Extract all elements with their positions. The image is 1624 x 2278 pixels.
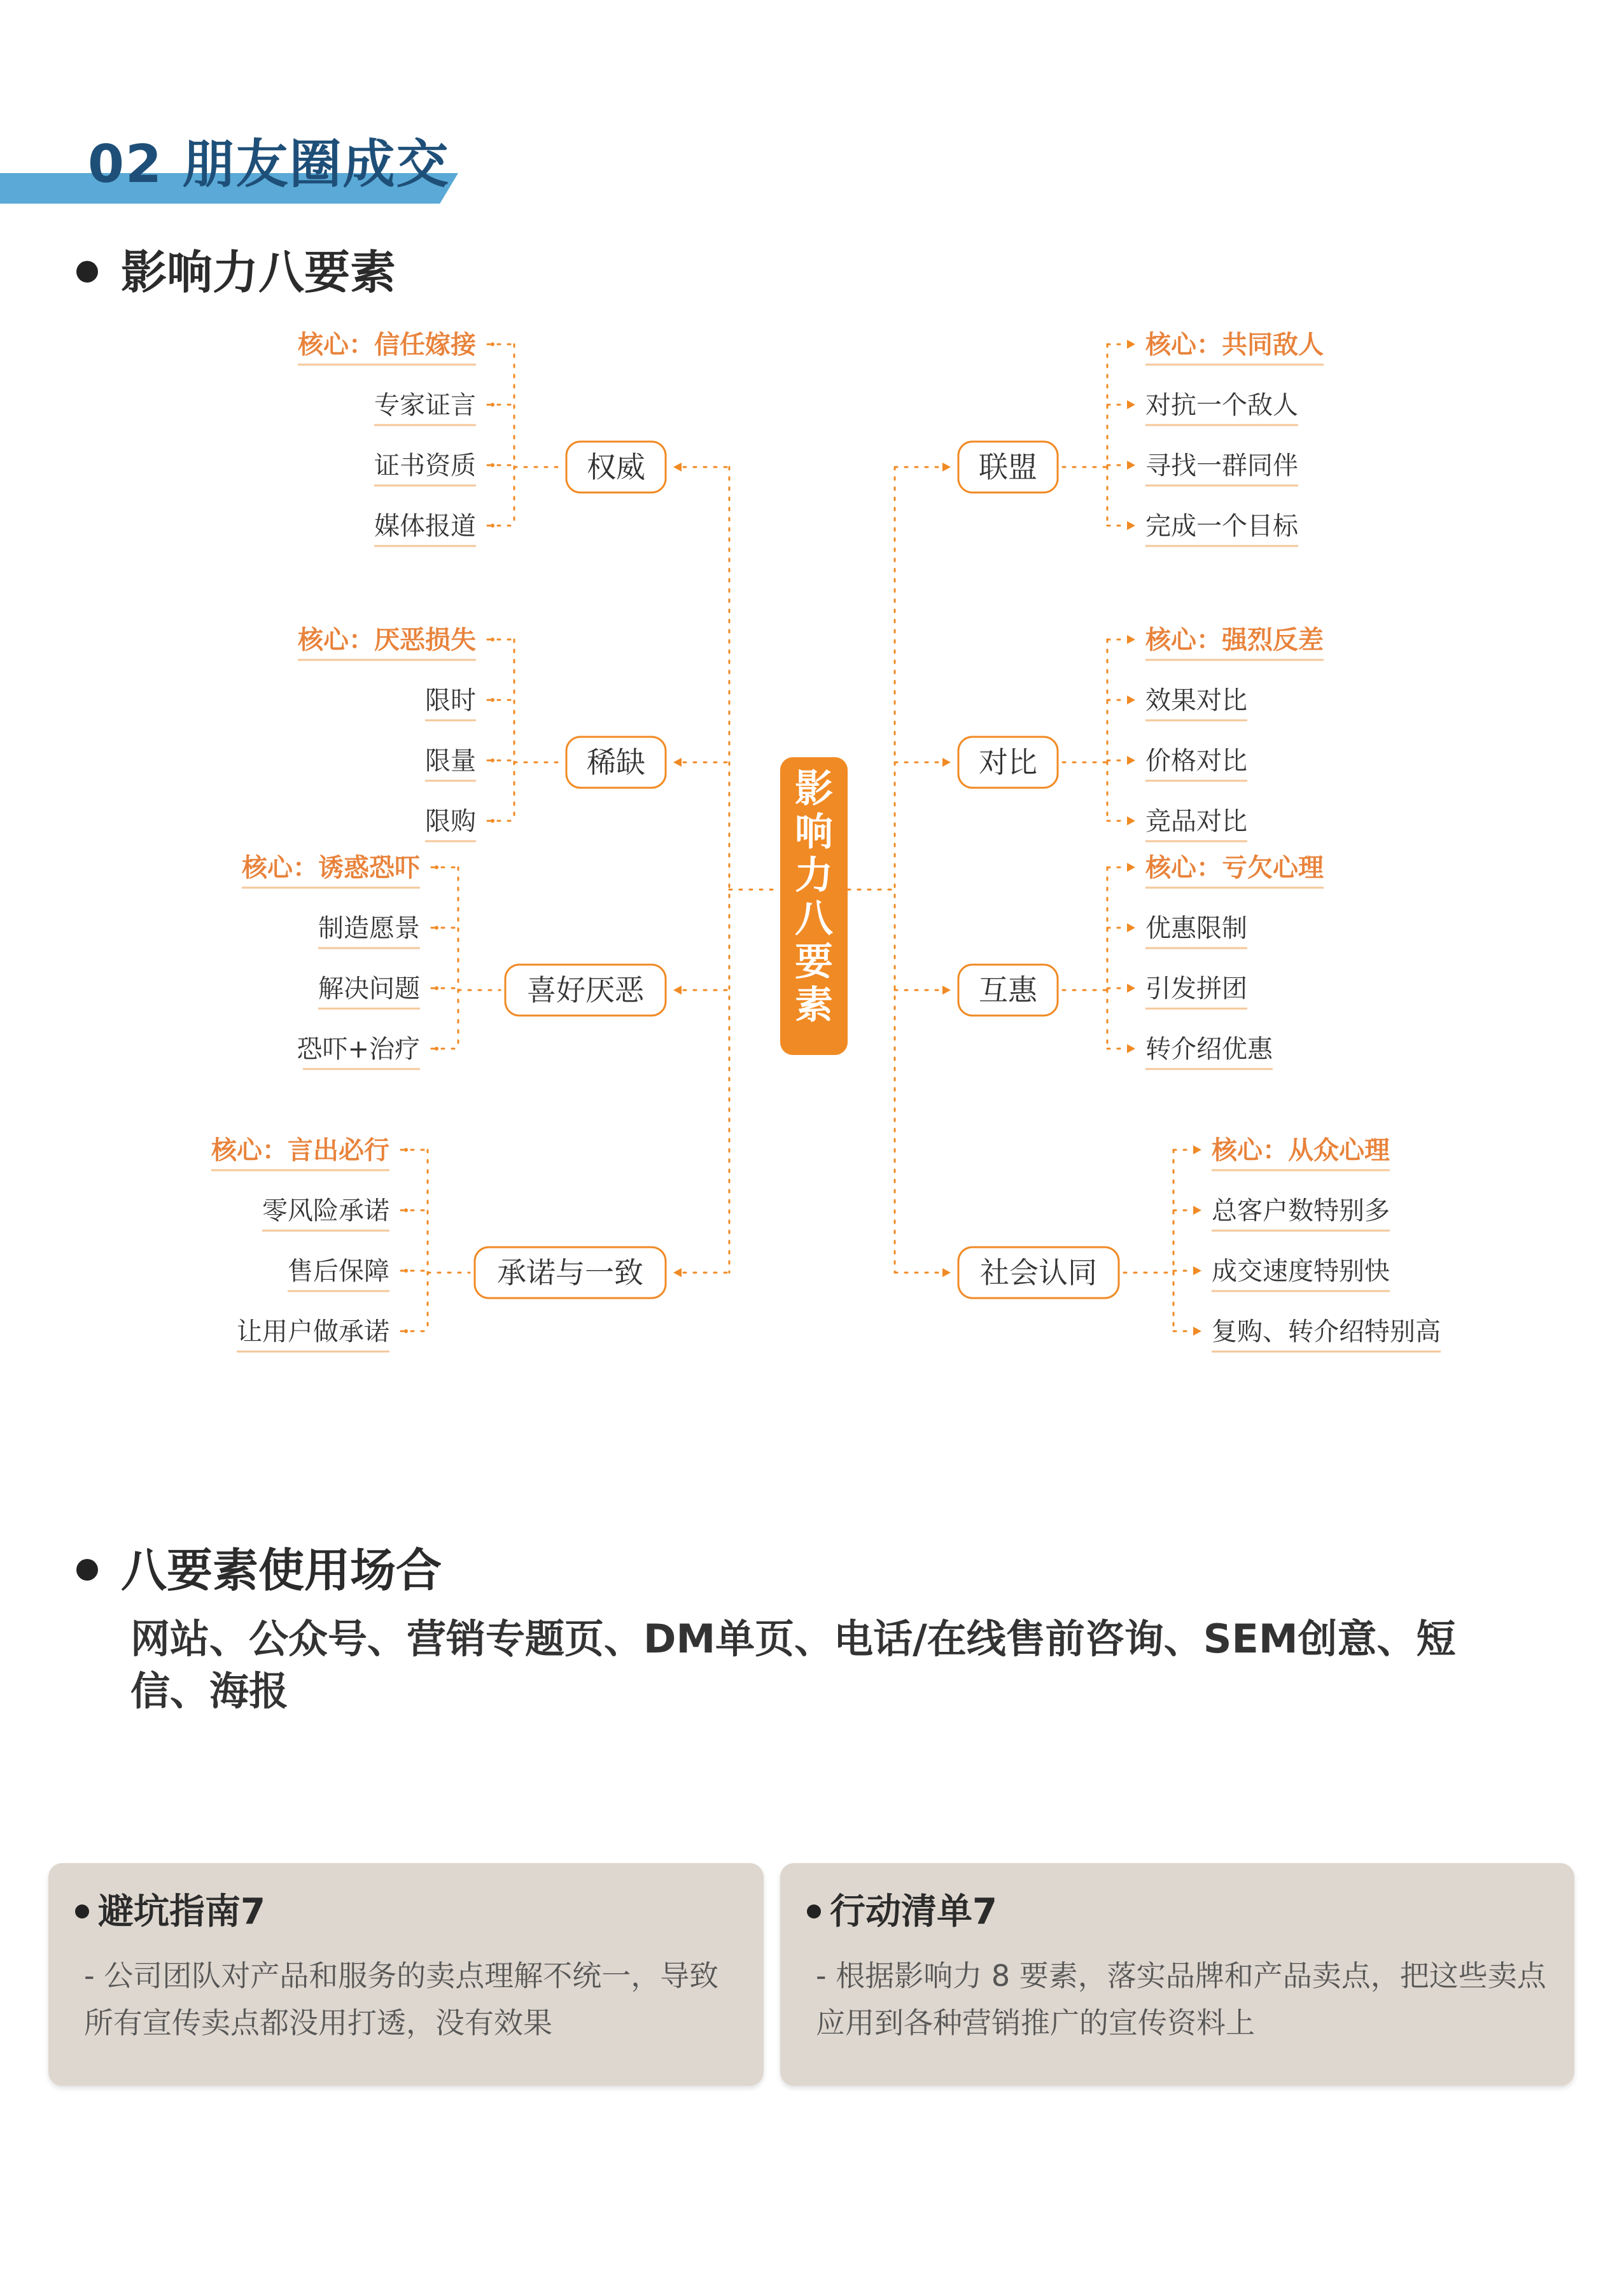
item-dot xyxy=(491,403,494,407)
item-text: 引发拼团 xyxy=(1145,974,1247,1003)
item-text: 成交速度特别快 xyxy=(1212,1257,1390,1286)
arrow-head xyxy=(1127,816,1135,825)
item-text: 媒体报道 xyxy=(374,512,476,541)
arrow-head xyxy=(1127,863,1135,872)
item-dot xyxy=(491,758,494,762)
item-text: 制造愿景 xyxy=(318,914,420,943)
card-pitfall-title-text: 避坑指南7 xyxy=(98,1891,265,1932)
arrow-head xyxy=(673,758,682,767)
arrow-head xyxy=(1193,1266,1201,1275)
card-pitfall-title xyxy=(75,1883,265,1934)
item-text: 寻找一群同伴 xyxy=(1145,451,1298,480)
item-dot xyxy=(435,865,438,869)
core-item-text: 核心：亏欠心理 xyxy=(1145,853,1324,883)
arrow-head xyxy=(1127,461,1135,470)
item-text: 让用户做承诺 xyxy=(237,1317,389,1346)
card-action-title-text: 行动清单7 xyxy=(830,1891,997,1932)
item-dot xyxy=(491,524,494,528)
center-node-char: 响 xyxy=(795,810,833,855)
item-dot xyxy=(491,463,494,467)
item-text: 对抗一个敌人 xyxy=(1145,391,1298,420)
arrow-head xyxy=(1127,984,1135,993)
item-text: 复购、转介绍特别高 xyxy=(1212,1317,1441,1346)
bullet-dot xyxy=(76,1559,98,1581)
group-node-right-2: 互惠 xyxy=(979,973,1037,1007)
item-text: 总客户数特别多 xyxy=(1212,1196,1390,1226)
card-pitfall-body: - 公司团队对产品和服务的卖点理解不统一，导致所有宣传卖点都没用打透，没有效果 xyxy=(84,1959,719,2040)
item-dot xyxy=(491,342,494,346)
group-node-right-3: 社会认同 xyxy=(980,1255,1097,1290)
center-node-char: 影 xyxy=(795,767,833,811)
center-node-char: 八 xyxy=(795,897,833,941)
core-item-text: 核心：厌恶损失 xyxy=(298,625,476,655)
item-dot xyxy=(491,638,494,641)
item-text: 价格对比 xyxy=(1145,746,1247,776)
arrow-head xyxy=(1193,1327,1201,1336)
item-text: 专家证言 xyxy=(374,391,476,420)
item-dot xyxy=(435,1047,438,1051)
arrow-head xyxy=(942,986,951,995)
item-text: 竞品对比 xyxy=(1145,807,1247,836)
section-title: 02 朋友圈成交 xyxy=(88,134,450,195)
item-dot xyxy=(435,926,438,930)
item-text: 限购 xyxy=(425,807,476,836)
card-action-body: - 根据影响力 8 要素，落实品牌和产品卖点，把这些卖点应用到各种营销推广的宣传资料上 xyxy=(816,1959,1546,2040)
center-node-char: 要 xyxy=(795,940,833,984)
arrow-head xyxy=(942,1268,951,1277)
card-action-list xyxy=(780,1863,1574,2086)
heading-usage-text: 八要素使用场合 xyxy=(121,1544,442,1597)
arrow-head xyxy=(1193,1206,1201,1215)
item-dot xyxy=(491,819,494,823)
arrow-head xyxy=(942,463,951,472)
item-text: 优惠限制 xyxy=(1145,914,1247,943)
core-item-text: 核心：共同敌人 xyxy=(1145,330,1324,360)
item-dot xyxy=(404,1269,408,1273)
core-item-text: 核心：信任嫁接 xyxy=(298,330,476,360)
group-node-left-2: 喜好厌恶 xyxy=(527,973,644,1007)
item-dot xyxy=(435,986,438,990)
arrow-head xyxy=(1127,400,1135,409)
item-dot xyxy=(404,1329,408,1333)
arrow-head xyxy=(942,758,951,767)
item-text: 转介绍优惠 xyxy=(1145,1035,1273,1064)
usage-paragraph: 网站、公众号、营销专题页、DM单页、电话/在线售前咨询、SEM创意、短信、海报 xyxy=(130,1616,1456,1714)
arrow-head xyxy=(673,1268,682,1277)
bullet-dot xyxy=(807,1904,821,1918)
arrow-head xyxy=(1127,923,1135,932)
arrow-head xyxy=(1127,340,1135,349)
card-action-title xyxy=(807,1883,997,1934)
core-item-text: 核心：强烈反差 xyxy=(1145,625,1324,655)
center-node-char: 素 xyxy=(795,983,833,1028)
arrow-head xyxy=(673,463,682,472)
group-node-left-3: 承诺与一致 xyxy=(497,1255,643,1290)
core-item-text: 核心：言出必行 xyxy=(211,1136,389,1165)
arrow-head xyxy=(1127,695,1135,704)
item-dot xyxy=(404,1208,408,1212)
arrow-head xyxy=(673,986,682,995)
item-dot xyxy=(404,1148,408,1152)
heading-usage xyxy=(76,1544,442,1597)
group-node-left-0: 权威 xyxy=(587,450,645,484)
arrow-head xyxy=(1127,521,1135,530)
item-text: 限时 xyxy=(425,686,476,715)
center-node-char: 力 xyxy=(795,853,833,898)
item-text: 恐吓+治疗 xyxy=(297,1035,420,1064)
heading-influence-factors-text: 影响力八要素 xyxy=(121,246,396,299)
item-text: 限量 xyxy=(425,746,476,776)
arrow-head xyxy=(1127,1044,1135,1053)
item-dot xyxy=(491,698,494,702)
arrow-head xyxy=(1127,756,1135,765)
item-text: 完成一个目标 xyxy=(1145,512,1298,541)
item-text: 售后保障 xyxy=(288,1257,389,1286)
arrow-head xyxy=(1127,635,1135,644)
item-text: 解决问题 xyxy=(318,974,420,1003)
core-item-text: 核心：诱惑恐吓 xyxy=(242,853,420,883)
group-node-right-1: 对比 xyxy=(979,745,1037,779)
arrow-head xyxy=(1193,1145,1201,1154)
bullet-dot xyxy=(75,1904,89,1918)
item-text: 效果对比 xyxy=(1145,686,1247,715)
group-node-right-0: 联盟 xyxy=(979,450,1037,484)
item-text: 证书资质 xyxy=(374,451,476,480)
card-pitfall-guide xyxy=(48,1863,764,2086)
group-node-left-1: 稀缺 xyxy=(587,745,645,779)
item-text: 零风险承诺 xyxy=(262,1196,389,1226)
core-item-text: 核心：从众心理 xyxy=(1212,1136,1390,1165)
